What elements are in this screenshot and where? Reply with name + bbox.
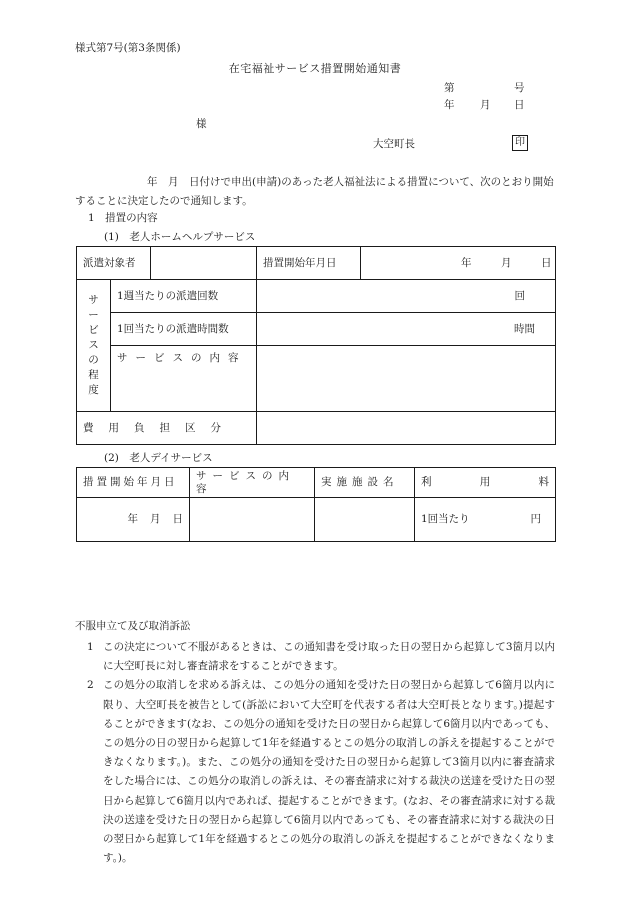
per-use-label: 1回当たり xyxy=(421,513,470,526)
service-content-label: サービスの内容 xyxy=(111,346,257,412)
degree-char: 程 xyxy=(88,369,99,381)
weekly-count-unit: 回 xyxy=(257,280,556,313)
subsection-home-help: (1) 老人ホームヘルプサービス xyxy=(104,231,256,243)
appeal-item-number: 2 xyxy=(87,679,94,692)
appeal-item-number: 1 xyxy=(87,641,94,653)
issue-date-month: 月 xyxy=(480,99,491,111)
ds-facility-value xyxy=(315,498,415,542)
appeal-list xyxy=(87,638,555,868)
fee-char: 料 xyxy=(538,476,549,489)
appeal-item-text: この決定について不服があるときは、この通知書を受け取った日の翌日から起算して3箇月以内に大空町長に対し審査請求をすることができます。 xyxy=(103,641,555,673)
degree-char: ス xyxy=(88,339,99,351)
dispatch-target-value xyxy=(151,247,257,280)
doc-number-suffix: 号 xyxy=(514,82,525,94)
subsection-day-service: (2) 老人デイサービス xyxy=(104,452,213,464)
degree-char: の xyxy=(88,354,99,366)
fee-char: 利 xyxy=(421,476,432,489)
start-date-day: 日 xyxy=(541,256,552,269)
ds-facility-label: 実施施設名 xyxy=(315,468,415,498)
service-degree-label xyxy=(77,280,111,412)
ds-fee-value xyxy=(415,498,556,542)
home-help-table xyxy=(76,246,556,445)
start-date-value xyxy=(361,247,556,280)
start-date-label: 措置開始年月日 xyxy=(257,247,361,280)
page-title: 在宅福祉サービス措置開始通知書 xyxy=(228,62,402,75)
form-number: 様式第7号(第3条関係) xyxy=(75,42,181,54)
ds-date-day: 日 xyxy=(172,513,183,526)
yen-unit: 円 xyxy=(530,513,541,526)
issue-date-day: 日 xyxy=(514,99,525,111)
appeal-heading: 不服申立て及び取消訴訟 xyxy=(75,620,191,632)
cost-category-value xyxy=(257,412,556,445)
day-service-table xyxy=(76,467,556,542)
cost-category-label: 費用負担区分 xyxy=(77,412,257,445)
weekly-count-label: 1週当たりの派遣回数 xyxy=(111,280,257,313)
hours-unit: 時間 xyxy=(257,313,556,346)
ds-date-month: 月 xyxy=(150,513,161,526)
ds-content-label: サービスの内容 xyxy=(190,468,315,498)
dispatch-target-label: 派遣対象者 xyxy=(77,247,151,280)
addressee-suffix: 様 xyxy=(196,118,207,130)
ds-start-date-label: 措置開始年月日 xyxy=(77,468,190,498)
fee-char: 用 xyxy=(479,476,491,489)
appeal-item xyxy=(87,638,555,676)
appeal-item-text: この処分の取消しを求める訴えは、この処分の通知を受けた日の翌日から起算して6箇月以内に限り、大空町長を被告として(訴訟において大空町を代表する者は大空町長となります。)提起することができます(なお、この処分の通知を受けた日の翌日から起算して6箇月以内であっても、この処分の日の翌日から起算して1年を経過するとこの処分の取消しの訴えを提起することができなくなります。)。また、この処分の通知を受けた日の翌日から起算して3箇月以内に審査請求をした場合には、この処分の取消しの訴えは、その審査請求に対する裁決の送達を受けた日の翌日から起算して6箇月以内であれば、提起することができます。(なお、その審査請求に対する裁決の送達を受けた日の翌日から起算して6箇月以内であっても、その審査請求に対する裁決の日の翌日から起算して1年を経過するとこの処分の取消しの訴えを提起することができなくなります。)。 xyxy=(103,679,555,865)
ds-date-year: 年 xyxy=(127,513,138,526)
degree-char: サ xyxy=(88,294,99,306)
hours-label: 1回当たりの派遣時間数 xyxy=(111,313,257,346)
start-date-year: 年 xyxy=(461,256,472,269)
ds-fee-label xyxy=(415,468,556,498)
degree-char: 度 xyxy=(88,384,99,396)
appeal-item xyxy=(87,676,555,868)
ds-start-date-value xyxy=(77,498,190,542)
service-content-value xyxy=(257,346,556,412)
doc-number-prefix: 第 xyxy=(444,82,455,94)
issuer-name: 大空町長 xyxy=(373,138,415,150)
seal-mark: 印 xyxy=(512,135,528,151)
ds-content-value xyxy=(190,498,315,542)
issue-date-year: 年 xyxy=(444,99,455,111)
section-heading: 1 措置の内容 xyxy=(88,212,158,224)
intro-paragraph: 年 月 日付けで申出(申請)のあった老人福祉法による措置について、次のとおり開始することに決定したので通知します。 xyxy=(75,176,554,207)
start-date-month: 月 xyxy=(501,256,512,269)
degree-char: ー xyxy=(88,309,99,321)
degree-char: ビ xyxy=(88,324,99,336)
